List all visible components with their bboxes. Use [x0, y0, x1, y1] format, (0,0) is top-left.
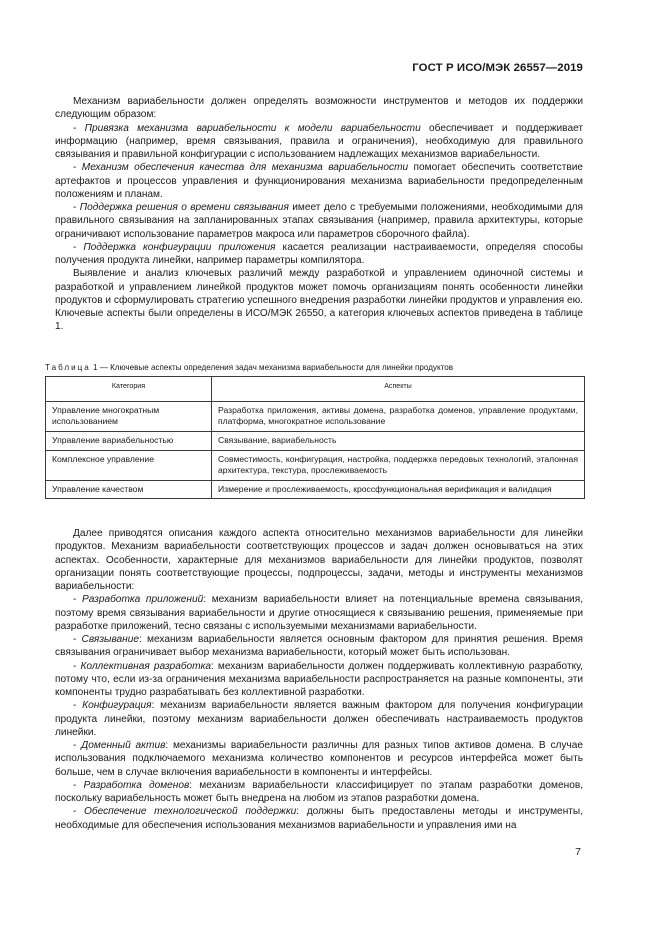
bullet-term: Привязка механизма вариабельности к модели вариабельности — [84, 122, 421, 134]
table-row — [46, 450, 585, 480]
category-cell: Управление многократным использованием — [46, 402, 212, 432]
table-header-row — [46, 377, 585, 402]
bullet-term: Поддержка конфигурации приложения — [83, 241, 276, 253]
aspects-cell: Разработка приложения, активы домена, разработка доменов, управление продуктами, платформа, многократное использование — [212, 402, 585, 432]
table-row — [46, 480, 585, 499]
bullet-item: - Разработка приложений: механизм вариабельности влияет на потенциальные времена связывания, поэтому время связывания вариабельности и другие относящиеся к связыванию решения, применяемые при разработке приложений, тесно связаны с используемыми механизмами вариабельности. — [55, 594, 584, 632]
bullet-text: : механизм вариабельности влияет на потенциальные времена связывания, поэтому время связывания вариабельности и другие относящиеся к связыванию решения, применяемые при разработке приложений, тесно связаны с используемыми механизмами вариабельности. — [55, 594, 584, 632]
body-paragraph: Далее приводятся описания каждого аспекта относительно механизмов вариабельности для линейки продуктов. Механизм вариабельности соответствующих процессов и задач должен основываться на этих аспектах. Особенности, характерные для механизмов вариабельности для линейки продуктов, позволят организации понять соответствующие процессы, подпроцессы, задачи, методы и инструменты механизмов вариабельности: — [55, 528, 583, 592]
page-number: 7 — [575, 846, 581, 858]
category-cell: Управление вариабельностью — [46, 431, 212, 450]
intro-paragraph: Выявление и анализ ключевых различий между разработкой и управлением одиночной системы и разработкой и управлением линейкой продуктов может помочь организациям понять особенности линейки продуктов и сформулировать стратегию успешного внедрения разработки линейки продуктов и управления ею. Ключевые аспекты были определены в ИСО/МЭК 26550, а категория ключевых аспектов приведена в таблице 1. — [55, 268, 583, 333]
bullet-text: имеет дело с требуемыми положениями, необходимыми для правильного связывания на запланированных этапах связывания (например, правила архитектуры, которые ограничивают использование параметров макроса или параметров сборочного файла). — [55, 202, 584, 240]
column-header-category: Категория — [46, 377, 212, 402]
bullet-item: - Поддержка решения о времени связывания имеет дело с требуемыми положениями, необходимыми для правильного связывания на запланированных этапах связывания (например, правила архитектуры, которые ограничивают использование параметров макроса или параметров сборочного файла). — [55, 202, 584, 240]
aspects-cell: Совместимость, конфигурация, настройка, поддержка передовых технологий, эталонная архитектура, текстура, прослеживаемость — [212, 450, 585, 480]
bullet-item: - Связывание: механизм вариабельности является основным фактором для принятия решения. Время связывания ограничивает выбор механизма вариабельности, который может быть использован. — [55, 634, 584, 659]
intro-text-block — [55, 95, 583, 334]
bullet-text: : механизм вариабельности должен поддерживать коллективную разработку, потому что, если из-за ограничения механизма вариабельности распространяется на разные компоненты, эти компоненты трудно разрабатывать без коллективной разработки. — [55, 660, 583, 698]
document-header: ГОСТ Р ИСО/МЭК 26557—2019 — [412, 62, 583, 74]
category-cell: Управление качеством — [46, 480, 212, 499]
bullet-term: Коллективная разработка — [80, 660, 211, 672]
bullet-text: : механизм вариабельности является важным фактором для получения конфигурации продукта линейки, поэтому механизм вариабельности должен обеспечивать настраиваемость продуктов линейки. — [55, 700, 584, 738]
bullet-item: - Привязка механизма вариабельности к модели вариабельности обеспечивает и поддерживает информацию (например, время связывания, правила и ограничения), необходимую для правильного связывания и правильной конфигурации с использованием надлежащих механизмов вариабельности. — [55, 122, 584, 160]
category-cell: Комплексное управление — [46, 450, 212, 480]
bullet-term: Поддержка решения о времени связывания — [79, 202, 289, 213]
bullet-term: Доменный актив — [81, 740, 166, 751]
bullet-term: Связывание — [81, 634, 140, 645]
aspects-description-block — [55, 527, 583, 832]
table-row — [46, 431, 585, 450]
table-row — [46, 402, 585, 432]
bullet-item: - Поддержка конфигурации приложения касается реализации настраиваемости, определяя способы получения продукта линейки, например параметры компилятора. — [55, 241, 584, 266]
column-header-aspects: Аспекты — [212, 377, 585, 402]
bullet-text: : должны быть предоставлены методы и инструменты, необходимые для обеспечения использования механизмов вариабельности и управления ими на — [55, 806, 584, 831]
bullet-text: : механизм вариабельности классифицирует по этапам разработки доменов, поскольку вариабельность может быть внедрена на любом из этапов разработки домена. — [55, 779, 584, 804]
aspects-cell: Связывание, вариабельность — [212, 431, 585, 450]
bullet-term: Обеспечение технологической поддержки — [84, 806, 297, 818]
aspects-cell: Измерение и прослеживаемость, кроссфункциональная верификация и валидация — [212, 480, 585, 499]
bullet-text: помогает обеспечить соответствие артефактов и процессов управления и функционирования механизма вариабельности предопределенным положениям и планам. — [55, 162, 584, 200]
bullet-item: - Механизм обеспечения качества для механизма вариабельности помогает обеспечить соответствие артефактов и процессов управления и функционирования механизма вариабельности предопределенным положениям и планам. — [55, 162, 584, 200]
bullet-term: Конфигурация — [82, 700, 152, 712]
bullet-item: - Разработка доменов: механизм вариабельности классифицирует по этапам разработки доменов, поскольку вариабельность может быть внедрена на любом из этапов разработки домена. — [55, 779, 584, 804]
bullet-text: : механизмы вариабельности различны для разных типов активов домена. В случае использования подключаемого механизма количество компонентов и ресурсов интерфейса может быть больше, чем в случае включения вариабельности в компоненты и интерфейсы. — [55, 740, 584, 778]
bullet-text: касается реализации настраиваемости, определяя способы получения продукта линейки, например параметры компилятора. — [55, 241, 584, 266]
bullet-item: - Конфигурация: механизм вариабельности является важным фактором для получения конфигурации продукта линейки, поэтому механизм вариабельности должен обеспечивать настраиваемость продуктов линейки. — [55, 700, 584, 738]
bullet-term: Разработка приложений — [81, 594, 204, 606]
table-caption-label: Таблица — [45, 363, 91, 372]
table-caption-text: 1 — Ключевые аспекты определения задач механизма вариабельности для линейки продуктов — [90, 363, 454, 372]
bullet-term: Механизм обеспечения качества для механизма вариабельности — [81, 162, 409, 174]
bullet-text: обеспечивает и поддерживает информацию (например, время связывания, правила и ограничения), необходимую для правильного связывания и правильной конфигурации с использованием надлежащих механизмов вариабельности. — [55, 122, 584, 160]
bullet-text: : механизм вариабельности является основным фактором для принятия решения. Время связывания ограничивает выбор механизма вариабельности, который может быть использован. — [55, 634, 584, 659]
aspects-table — [45, 376, 585, 499]
bullet-term: Разработка доменов — [83, 779, 190, 791]
table-caption — [45, 362, 605, 373]
intro-paragraph: Механизм вариабельности должен определять возможности инструментов и методов их поддержки следующим образом: — [55, 96, 583, 121]
bullet-item: - Доменный актив: механизмы вариабельности различны для разных типов активов домена. В случае использования подключаемого механизма количество компонентов и ресурсов интерфейса может быть больше, чем в случае включения вариабельности в компоненты и интерфейсы. — [55, 740, 584, 778]
bullet-item: - Обеспечение технологической поддержки: должны быть предоставлены методы и инструменты, необходимые для обеспечения использования механизмов вариабельности и управления ими на — [55, 806, 584, 831]
bullet-item: - Коллективная разработка: механизм вариабельности должен поддерживать коллективную разработку, потому что, если из-за ограничения механизма вариабельности распространяется на разные компоненты, эти компоненты трудно разрабатывать без коллективной разработки. — [55, 660, 583, 698]
